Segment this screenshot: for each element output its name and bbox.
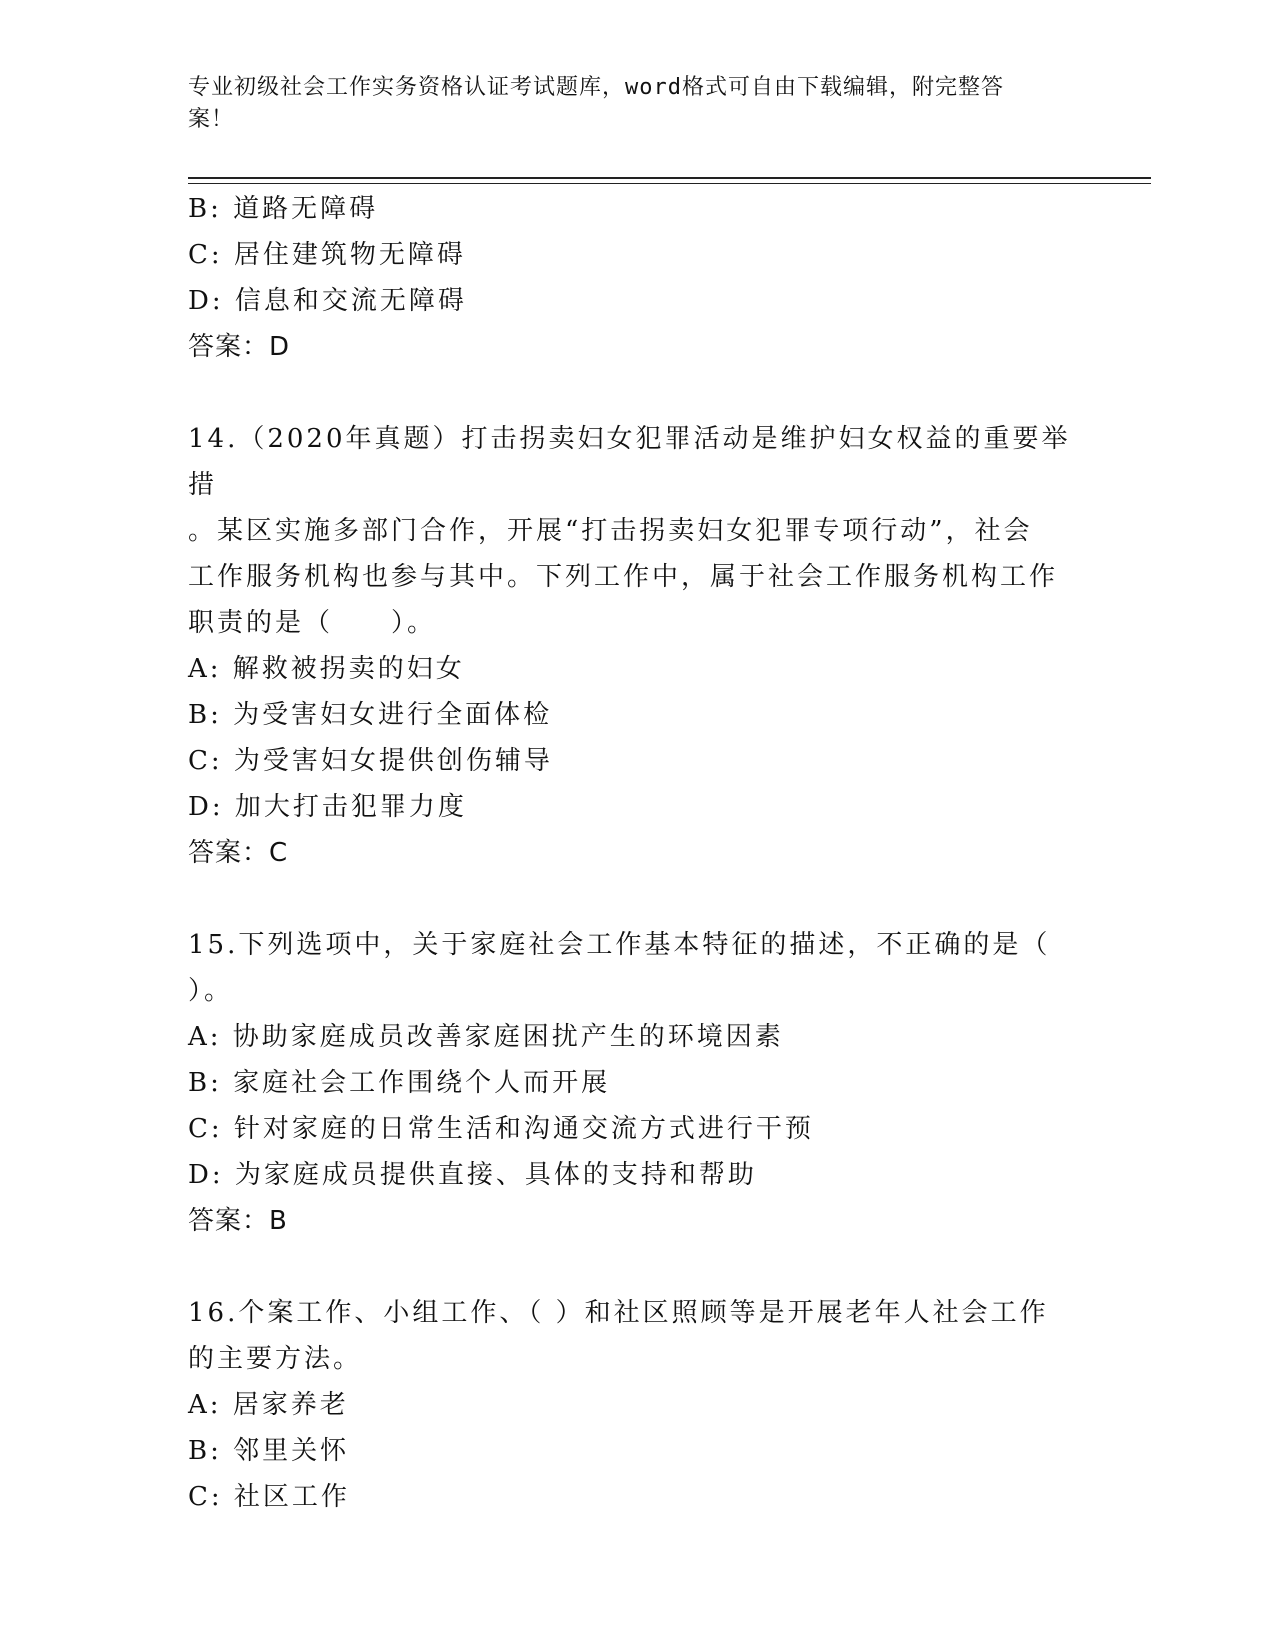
question-stem xyxy=(188,1290,1088,1382)
answer: 答案：B xyxy=(188,1206,288,1236)
answer: 答案：D xyxy=(188,332,291,362)
question-16 xyxy=(188,1290,1088,1520)
stem-line: ）。 xyxy=(188,976,234,1006)
option-a: A: 解救被拐卖的妇女 xyxy=(188,654,465,684)
option-c: C: 针对家庭的日常生活和沟通交流方式进行干预 xyxy=(188,1114,814,1144)
question-15 xyxy=(188,922,1088,1244)
stem-line: 的主要方法。 xyxy=(188,1344,363,1374)
option-c: C: 社区工作 xyxy=(188,1482,350,1512)
option-c: C: 居住建筑物无障碍 xyxy=(188,240,466,270)
stem-line: 工作服务机构也参与其中。下列工作中，属于社会工作服务机构工作 xyxy=(188,562,1059,592)
option-a: A: 居家养老 xyxy=(188,1390,349,1420)
question-stem xyxy=(188,416,1088,646)
header-divider-thick xyxy=(188,177,1151,179)
option-b: B: 邻里关怀 xyxy=(188,1436,350,1466)
option-d: D: 加大打击犯罪力度 xyxy=(188,792,467,822)
header-line-2: 案！ xyxy=(188,107,235,132)
header-line-1: 专业初级社会工作实务资格认证考试题库，word格式可自由下载编辑，附完整答 xyxy=(188,75,1004,100)
option-b: B: 道路无障碍 xyxy=(188,194,379,224)
question-14 xyxy=(188,416,1088,876)
option-a: A: 协助家庭成员改善家庭困扰产生的环境因素 xyxy=(188,1022,784,1052)
question-stem xyxy=(188,922,1088,1014)
stem-line: 16.个案工作、小组工作、（ ）和社区照顾等是开展老年人社会工作 xyxy=(188,1298,1049,1328)
answer: 答案：C xyxy=(188,838,289,868)
stem-line: 。某区实施多部门合作，开展“打击拐卖妇女犯罪专项行动”，社会 xyxy=(188,516,1033,546)
option-d: D: 信息和交流无障碍 xyxy=(188,286,467,316)
document-header xyxy=(188,72,1068,136)
header-divider-thin xyxy=(188,183,1151,184)
stem-line: 15.下列选项中，关于家庭社会工作基本特征的描述，不正确的是（ xyxy=(188,930,1051,960)
stem-line: 职责的是（ ）。 xyxy=(188,608,437,638)
document-body xyxy=(188,186,1088,1520)
stem-line: 14.（2020年真题）打击拐卖妇女犯罪活动是维护妇女权益的重要举措 xyxy=(188,424,1071,500)
option-b: B: 为受害妇女进行全面体检 xyxy=(188,700,553,730)
option-d: D: 为家庭成员提供直接、具体的支持和帮助 xyxy=(188,1160,757,1190)
question-13-continuation xyxy=(188,186,1088,370)
option-b: B: 家庭社会工作围绕个人而开展 xyxy=(188,1068,611,1098)
option-c: C: 为受害妇女提供创伤辅导 xyxy=(188,746,553,776)
